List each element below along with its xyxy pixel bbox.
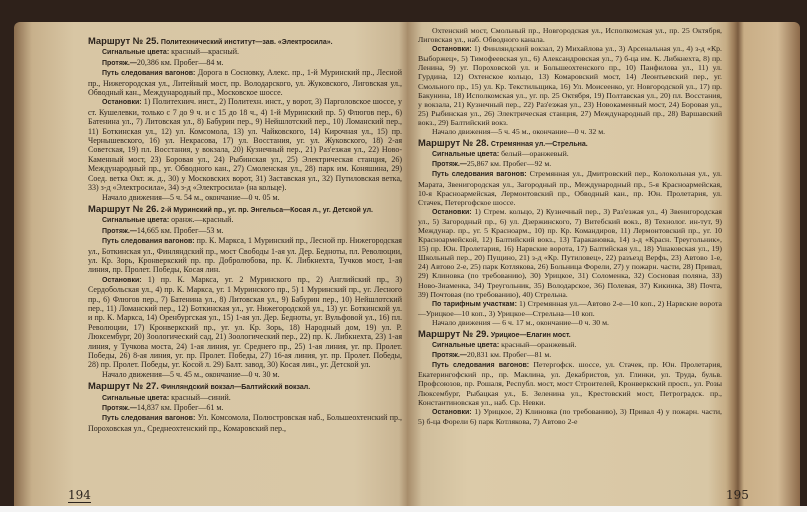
field-label: Остановки:: [432, 408, 472, 416]
route-title: Политехнический институт—зав. «Электросила».: [160, 39, 333, 46]
left-page-text: [88, 34, 402, 433]
route-info-line: [88, 215, 402, 225]
field-text: Ул. Комсомола, Полюстровская наб., Большеохтенский пр., Пороховская ул., Среднеохтенский пр., Комаровский пер.,: [88, 413, 403, 433]
field-text: 1) Стремянная ул.—Автово 2-е—10 коп., 2) Нарвские ворота—Урицкое—10 коп., 3) Урицкое—Стрельна—10 коп.: [418, 298, 722, 318]
field-text: пр. К. Маркса, 1 Муринский пр., Лесной пр. Нижегородская ул., Боткинская ул., Финляндский пр., мост Свободы 1-ая ул. Дер. Бедноты, пл. Революции, ул. Кр. Зорь, Кронверкский пр. пр. Добролюбова, пр. К. Либкнехта, Тучков мост, 1-ая линия, пр. Пролет. Победы, Косая лин.: [88, 236, 402, 275]
route-number: Маршрут № 26.: [88, 202, 159, 214]
route-heading: [418, 138, 722, 149]
right-page: [408, 22, 800, 506]
route-title: 2-й Муринский пр., уг. пр. Энгельса—Косая л., уг. Детской ул.: [160, 206, 373, 214]
field-label: Остановки:: [432, 46, 472, 54]
field-text: Начало движения — 6 ч. 17 м., окончание—0 ч. 30 м.: [432, 317, 609, 327]
route-paragraph: [88, 370, 402, 379]
page-number-right: 195: [726, 488, 749, 502]
route-title: Стремянная ул.—Стрельна.: [490, 141, 588, 149]
route-info-line: [418, 149, 722, 159]
field-text: Петергофск. шоссе, ул. Стачек, пр. Юн. Пролетария, Екатерингофский пр., пр. Маклина, ул. Декабристов, ул. Глинки, ул. Труда, бульв. Профсоюзов, пр. Рошаля, Республ. мост, мост Строителей, Кронверкский просп., ул. Розы Люксембург, Рыбацкая ул., Б. Зеленина ул., Крестовский мост, Петроградск. пр., Константиновская ул., наб. Ср. Невки.: [418, 360, 723, 407]
route-info-line: [88, 47, 402, 57]
route-number: Маршрут № 29.: [418, 328, 489, 339]
route-title: Финляндский вокзал—Балтийский вокзал.: [160, 384, 311, 392]
field-label: Путь следования вагонов:: [102, 70, 196, 78]
route-heading: [418, 329, 722, 340]
route-paragraph: [88, 68, 402, 97]
field-label: Сигнальные цвета:: [432, 342, 500, 350]
route-number: Маршрут № 27.: [88, 380, 159, 392]
route-paragraph: [418, 299, 722, 318]
field-label: Сигнальные цвета:: [102, 49, 170, 57]
route-paragraph: [88, 97, 402, 192]
route-paragraph: [418, 127, 722, 136]
page-number-left: 194: [68, 488, 91, 502]
field-label: По тарифным участкам:: [432, 300, 517, 308]
field-text: 14,837 км. Пробег—61 м.: [136, 403, 224, 413]
field-text: 1) Финляндский вокзал, 2) Михайлова ул., 3) Арсенальная ул., 4) з-д «Кр. Выборжец», 5) Тимофеевская ул., 6) Александровская ул., 7) б-ца им. К. Либкнехта, 8) пр. Ленина, 9) уг. Пороховской ул. и Большеохтенского пр., 10) Панфилова ул., 11) ул. Гурдина, 12) Охтенское кольцо, 13) Комаровский мост, 14) Леонтьевский пер., уг. Смольного пр., 15) ул. Кр. Текстильщика, 16) Ул. Моисеенко, уг. Новгородской ул., 17) пр. Бакунина, 18) Исполкомская ул., уг. пр. 25 Октября, 19) Полтавская ул., 20) пл. Восстания, у вокзала, 21) Кузнечный пер., 22) Раз'езжая ул., 23) Новокаменный мост, 24) Боровая ул., 25) Рыбинская ул., 26) Электрическая станция, 27) Международный пр., 28) Варшавский вокз., 29) Балтийский вокз.: [418, 44, 722, 127]
route-paragraph: [418, 318, 722, 327]
field-text: 1) пр. К. Маркса, уг. 2 Муринского пр., 2) Английский пр., 3) Сердобольская ул., 4) пр. К. Маркса, уг. 1 Муринского пр., 5) 1 Муринский пр., уг. Лесного пр., 6) Флюгов пер., 7) Батенина ул., 8) Литовская ул., 9) Бабурин пер., 10) Нейшлотский пер., 11) Ломанский пер., 12) Боткинская ул., уг. Нижегородской ул., 13) уг. Боткинской ул. и пр. К. Маркса, 14) Оренбургская ул., 15) 1-ая ул. Дер. Бедноты, уг. Вульфовой ул., 16) пл. Революции, 17) Кронверкский пр., уг. ул. Кр. Зорь, 18) Народный дом, 19) ул. Р. Люксембург, 20) Зоологический сад, 21) Зоологический пер., 22) пр. К. Либкнехта, 23) 1-ая линия, у Тучкова моста, 24) 1-ая линия, уг. Среднего пр., 25) 1-ая линия, уг. пр. Пролет. Победы, 26) 8-ая линия, уг. пр. Пролет. Победы, 27) 16-ая линия, уг. пр. Пролет. Победы, 28) пр. Пролет. Победы, уг. Косой л. 29) Балт. завод, 30) Косая лин., уг. Детской ул.: [88, 274, 402, 370]
route-number: Маршрут № 25.: [88, 35, 159, 46]
route-paragraph: [418, 26, 722, 44]
field-label: Протяж.—: [432, 161, 467, 169]
field-text: Начало движения—5 ч. 54 м., окончание—0 ч. 05 м.: [102, 192, 280, 202]
route-paragraph: [88, 236, 402, 275]
field-label: Путь следования вагонов:: [102, 415, 196, 423]
field-text: 25,867 км. Пробег—92 м.: [466, 159, 552, 169]
field-label: Протяж.—: [102, 227, 137, 235]
route-paragraph: [418, 207, 722, 299]
field-text: 1) Стрем. кольцо, 2) Кузнечный пер., 3) Раз'езжая ул., 4) Звенигородская ул., 5) Загородный пр., 6) ул. Дзержинского, 7) Витебский вокз., 8) Технолог. ин-тут, 9) Междунар. пр., уг. 5 Красноарм., 10) пр. Кр. Командиров, 11) Лермонтовский пр., уг. 10 Красноармейской, 12) Балтийский вокз., 13) Таракановка, 14) з-д «Красн. Треугольник», 15) пр. Юн. Пролетария, 16) Нарвские ворота, 17) Балтийская ул., 18) Ушаковская ул., 19) Школьный пер., 20) Пущино, 21) з-д «Кр. Путиловец», 22) разъезд Верфь, 23) Автово 1-е, 24) Автово 2-е, 25) парк Котлякова, 26) Больница Форели, 27) у пожарн. части, 28) Привал, 29) Клиновка (по требованию), 30) Урицкое, 31) Соломенка, 32) Сосновая поляна, 33) Ново-Знаменка, 34) Треугольник, 35) Володарское, 36) Полевая, 37) Кикинка, 38) Почта, 39) Почтовая (по требованию), 40) Стрельна.: [418, 206, 722, 299]
route-info-line: [418, 340, 722, 350]
field-label: Сигнальные цвета:: [102, 394, 170, 402]
field-text: Охтенский мост, Смольный пр., Новгородская ул., Исполкомская ул., пр. 25 Октября, Лиговская ул., наб. Обводного канала.: [418, 26, 722, 45]
field-text: 14,665 км. Пробег—53 м.: [136, 225, 224, 235]
route-info-line: [88, 403, 402, 413]
field-text: 1) Политехнич. инст., 2) Политехн. инст., у ворот, 3) Парголовское шоссе, у ст. Кушелевки, только с 7 до 9 ч. и с 15 до 18 ч., 4) 1-й Муринский пр. 5) Флюгов пер., 6) Батенина ул., 7) Литовская ул., 8) Бабурин пер., 9) Нейшлотский пер., 10) Ломанский пер., 11) Боткинская ул., 12) ул. Комсомола, 13) ул. Чайковского, 14) Кирочная ул., 15) пр. Чернышевского, 16) ул. Некрасова, 17) ул. Восстания, уг. ул. Жуковского, 18) 2-ая Советская, 19) пл. Восстания, у вокзала, 20) Кузнечный пер., 21) Раз'езжая ул., 22) Ново-Каменный мост, 23) Боровая ул., 24) Рыбинская ул., 25) Электрическая станция, 26) Международный пр., уг. Обводного кан., 27) Смоленская ул., 28) парк им. Коняшина, 29) Соед. ветка Окт. ж. д., 30) у Московских ворот, 31) Заставская ул., 32) Путиловская ветка, 33) з-д «Электросила», 34) з-д «Электросила» (на кольце).: [88, 97, 402, 193]
route-paragraph: [418, 169, 722, 206]
field-label: Остановки:: [432, 208, 472, 216]
field-text: красный—красный.: [169, 47, 240, 57]
route-heading: [88, 36, 402, 47]
left-page: [14, 22, 408, 506]
field-label: Протяж.—: [102, 405, 137, 413]
right-page-text: [418, 26, 722, 426]
field-text: белый—оранжевый.: [499, 149, 569, 159]
field-text: 1) Урицкое, 2) Клиновка (по требованию), 3) Привал 4) у пожарн. части, 5) б-ца Форели 6) парк Котлякова, 7) Автово 2-е: [418, 406, 722, 426]
field-text: Начало движения—5 ч. 45 м., окончание—0 ч. 32 м.: [432, 127, 606, 137]
field-label: Путь следования вагонов:: [102, 238, 195, 246]
route-info-line: [418, 159, 722, 169]
field-label: Сигнальные цвета:: [102, 217, 170, 225]
field-label: Путь следования вагонов:: [432, 362, 530, 370]
field-label: Путь следования вагонов:: [432, 171, 527, 179]
route-number: Маршрут № 28.: [418, 137, 489, 149]
route-heading: [88, 381, 402, 392]
field-text: красный—синий.: [169, 392, 231, 402]
route-info-line: [88, 226, 402, 236]
route-paragraph: [418, 407, 722, 426]
field-text: 20,386 км. Пробег—84 м.: [136, 57, 224, 67]
field-label: Сигнальные цвета:: [432, 151, 500, 159]
field-label: Остановки:: [102, 99, 142, 107]
route-heading: [88, 204, 402, 215]
field-text: Начало движения—5 ч. 45 м., окончание—0 ч. 30 м.: [102, 369, 280, 379]
route-paragraph: [418, 360, 722, 406]
field-text: Дорога в Сосновку, Алекс. пр., 1-й Муринский пр., Лесной пр., Нижегородская ул., Литейный мост, пр. Володарского, ул. Жуковского, Лиговская ул., Обводный кан., Международный пр., Московское шоссе.: [88, 68, 402, 98]
route-info-line: [88, 58, 402, 68]
route-info-line: [418, 350, 722, 360]
field-text: красный—оранжевый.: [499, 340, 577, 350]
route-paragraph: [418, 44, 722, 127]
field-text: оранж.—красный.: [169, 215, 234, 225]
route-title: Урицкое—Елагин мост.: [490, 332, 571, 339]
field-text: Стремянная ул., Дмитровский пер., Колокольная ул., ул. Марата, Звенигородская ул., Загородный пр., Международный пр., 5-я Красноармейская, 10-я Красноармейская, Лермонтовский пр., Обводный кан., пр. Юн. Пролетария, ул. Стачек, Петергофское шоссе.: [418, 169, 722, 207]
route-paragraph: [88, 193, 402, 202]
field-text: 20,831 км. Пробег—81 м.: [466, 350, 552, 360]
field-label: Остановки:: [102, 276, 142, 284]
field-label: Протяж.—: [432, 352, 467, 360]
field-label: Протяж.—: [102, 59, 137, 67]
route-info-line: [88, 393, 402, 403]
route-paragraph: [88, 275, 402, 370]
route-paragraph: [88, 413, 402, 433]
